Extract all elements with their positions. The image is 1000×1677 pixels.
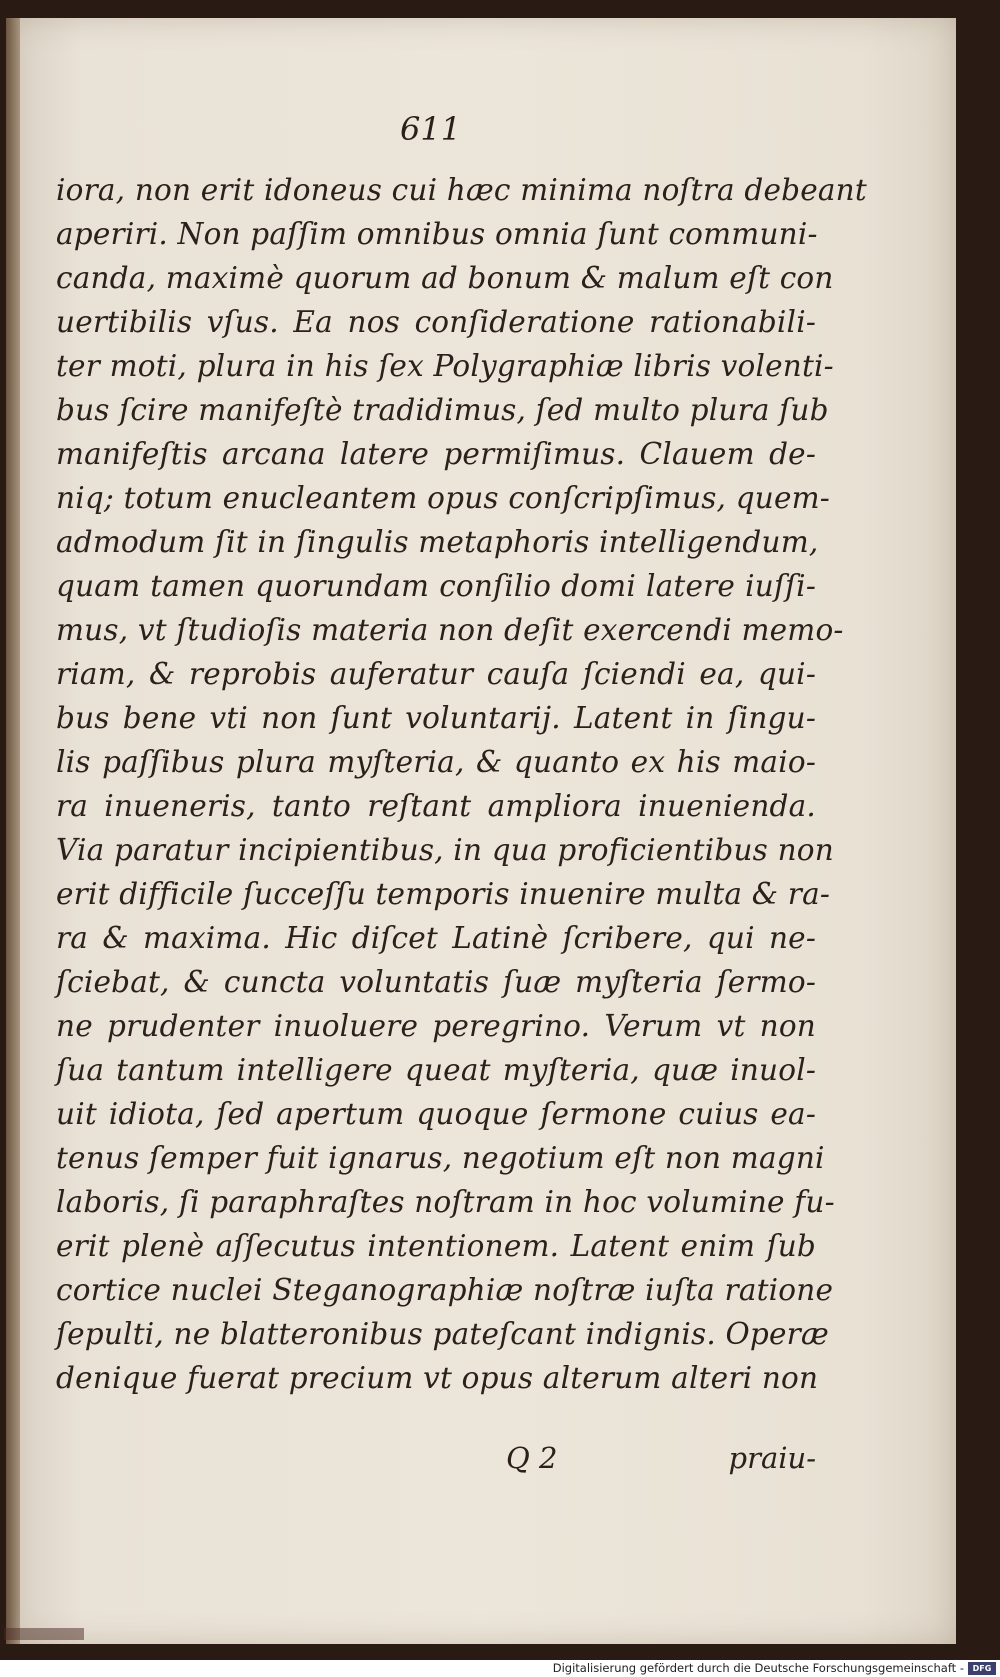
text-line: aperiri. Non paſſim omnibus omnia ſunt communi- <box>56 217 818 251</box>
library-stamp-mark <box>4 1628 84 1640</box>
text-line: mus, vt ſtudioſis materia non deſit exercendi memo- <box>56 613 844 647</box>
text-line: lis paſſibus plura myſteria, & quanto ex his maio- <box>56 745 816 779</box>
text-line: ter moti, plura in his ſex Polygraphiæ libris volenti- <box>56 349 834 383</box>
book-page <box>6 18 956 1644</box>
text-line: ſepulti, ne blatteronibus pateſcant indignis. Operæ <box>56 1317 829 1351</box>
text-line: laboris, ſi paraphraſtes noſtram in hoc volumine fu- <box>56 1185 835 1219</box>
text-line: niq; totum enucleantem opus conſcripſimus, quem- <box>56 481 830 515</box>
text-line: erit plenè aſſecutus intentionem. Latent enim ſub <box>56 1229 816 1263</box>
text-line: canda, maximè quorum ad bonum & malum eſt con <box>56 261 834 295</box>
text-line: bus ſcire manifeſtè tradidimus, ſed multo plura ſub <box>56 393 829 427</box>
text-line: uertibilis vſus. Ea nos conſideratione rationabili- <box>56 305 816 339</box>
text-line: manifeſtis arcana latere permiſimus. Clauem de- <box>56 437 816 471</box>
text-line: ne prudenter inuoluere peregrino. Verum vt non <box>56 1009 816 1043</box>
text-line: ra & maxima. Hic diſcet Latinè ſcribere, qui ne- <box>56 921 816 955</box>
text-line: ra inueneris, tanto reſtant ampliora inuenienda. <box>56 789 816 823</box>
funding-credit: Digitalisierung gefördert durch die Deutsche Forschungsgemeinschaft - <box>552 1661 964 1675</box>
text-line: admodum ſit in ſingulis metaphoris intelligendum, <box>56 525 819 559</box>
text-line: quam tamen quorundam conſilio domi latere iuſſi- <box>56 569 816 603</box>
text-line: ſciebat, & cuncta voluntatis ſuæ myſteria ſermo- <box>56 965 816 999</box>
page-footer <box>56 1436 816 1480</box>
text-line: riam, & reprobis auferatur cauſa ſciendi ea, qui- <box>56 657 816 691</box>
text-line: uit idiota, ſed apertum quoque ſermone cuius ea- <box>56 1097 816 1131</box>
text-line: erit difficile ſucceſſu temporis inuenire multa & ra- <box>56 877 831 911</box>
text-line: tenus ſemper fuit ignarus, negotium eſt non magni <box>56 1141 825 1175</box>
page-gutter-edge <box>6 18 20 1644</box>
page-number: 611 <box>400 110 462 148</box>
credit-bar <box>0 1660 1000 1677</box>
text-line: ſua tantum intelligere queat myſteria, quæ inuol- <box>56 1053 816 1087</box>
signature-mark: Q 2 <box>506 1441 558 1475</box>
text-line: bus bene vti non ſunt voluntarij. Latent in ſingu- <box>56 701 816 735</box>
text-line: Via paratur incipientibus, in qua proficientibus non <box>56 833 834 867</box>
dfg-logo: DFG <box>968 1662 996 1675</box>
text-line: iora, non erit idoneus cui hæc minima noſtra debeant <box>56 173 867 207</box>
text-line: cortice nuclei Steganographiæ noſtræ iuſta ratione <box>56 1273 834 1307</box>
text-line: denique fuerat precium vt opus alterum alteri non <box>56 1361 819 1395</box>
catchword: praiu- <box>728 1441 816 1475</box>
body-text <box>56 168 867 1400</box>
